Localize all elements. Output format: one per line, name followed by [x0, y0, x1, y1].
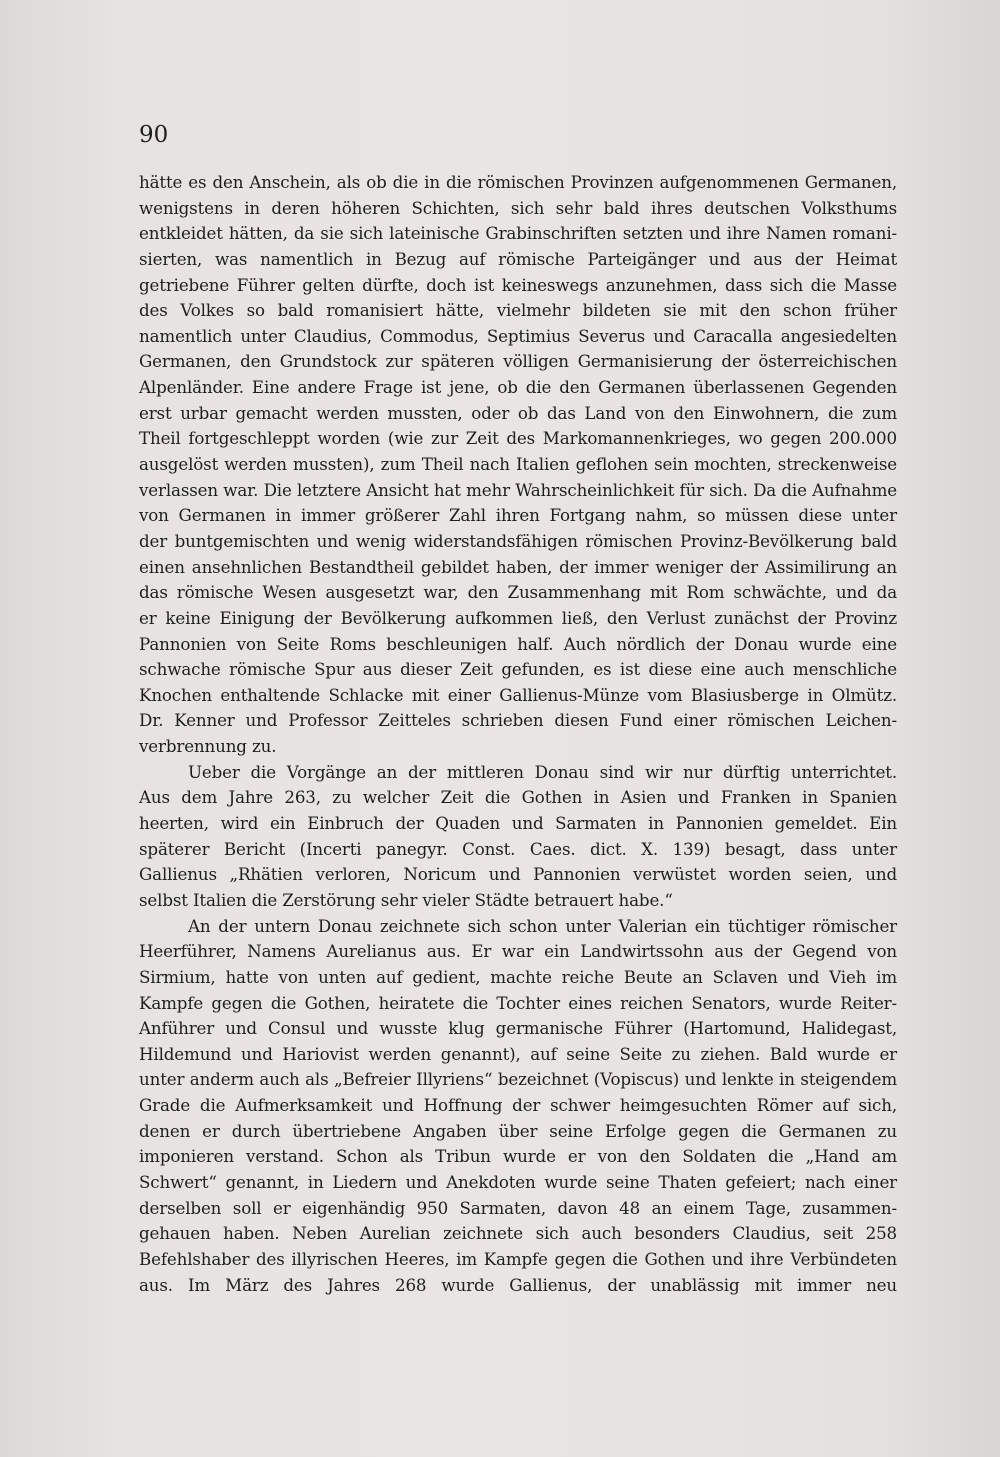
text-line: unter anderm auch als „Befreier Illyriens“ bezeichnet (Vopiscus) und lenkte in steigendem — [139, 1069, 897, 1090]
text-line: Sirmium, hatte von unten auf gedient, machte reiche Beute an Sclaven und Vieh im — [139, 966, 897, 987]
text-line: ausgelöst werden mussten), zum Theil nach Italien geflohen sein mochten, streckenweise — [139, 454, 897, 475]
page-number: 90 — [139, 122, 169, 148]
text-line: namentlich unter Claudius, Commodus, Septimius Severus und Caracalla angesiedelten — [139, 325, 897, 346]
text-line: Dr. Kenner und Professor Zeitteles schrieben diesen Fund einer römischen Leichen- — [139, 710, 897, 731]
text-line: Aus dem Jahre 263, zu welcher Zeit die Gothen in Asien und Franken in Spanien — [139, 787, 897, 808]
text-line: Befehlshaber des illyrischen Heeres, im Kampfe gegen die Gothen und ihre Verbündeten — [139, 1248, 897, 1269]
text-line: gehauen haben. Neben Aurelian zeichnete sich auch besonders Claudius, seit 258 — [139, 1223, 897, 1244]
text-line: Gallienus „Rhätien verloren, Noricum und Pannonien verwüstet worden seien, und — [139, 864, 897, 885]
text-line: aus. Im März des Jahres 268 wurde Gallienus, der unablässig mit immer neu — [139, 1274, 897, 1295]
text-line: der buntgemischten und wenig widerstandsfähigen römischen Provinz-Bevölkerung bald — [139, 530, 897, 551]
text-line: schwache römische Spur aus dieser Zeit gefunden, es ist diese eine auch menschliche — [139, 659, 897, 680]
text-line: Grade die Aufmerksamkeit und Hoffnung der schwer heimgesuchten Römer auf sich, — [139, 1095, 897, 1116]
text-line: Schwert“ genannt, in Liedern und Anekdoten wurde seine Thaten gefeiert; nach einer — [139, 1171, 897, 1192]
text-line: Theil fortgeschleppt worden (wie zur Zeit des Markomannenkrieges, wo gegen 200.000 — [139, 428, 897, 449]
text-line: selbst Italien die Zerstörung sehr vieler Städte betrauert habe.“ — [139, 889, 673, 910]
text-line: sierten, was namentlich in Bezug auf römische Parteigänger und aus der Heimat — [139, 248, 897, 269]
text-line: entkleidet hätten, da sie sich lateinische Grabinschriften setzten und ihre Namen romani- — [139, 223, 897, 244]
text-line: derselben soll er eigenhändig 950 Sarmaten, davon 48 an einem Tage, zusammen- — [139, 1197, 897, 1218]
text-line: Germanen, den Grundstock zur späteren völligen Germanisierung der österreichischen — [139, 351, 897, 372]
text-line: Kampfe gegen die Gothen, heiratete die Tochter eines reichen Senators, wurde Reiter- — [139, 992, 897, 1013]
text-line: hätte es den Anschein, als ob die in die römischen Provinzen aufgenommenen Germanen, — [139, 172, 897, 192]
text-line: das römische Wesen ausgesetzt war, den Zusammenhang mit Rom schwächte, und da — [139, 582, 897, 603]
text-line: heerten, wird ein Einbruch der Quaden und Sarmaten in Pannonien gemeldet. Ein — [139, 813, 897, 834]
text-line: einen ansehnlichen Bestandtheil gebildet haben, der immer weniger der Assimilirung an — [139, 556, 897, 577]
text-line: Pannonien von Seite Roms beschleunigen half. Auch nördlich der Donau wurde eine — [139, 633, 897, 654]
text-line: imponieren verstand. Schon als Tribun wurde er von den Soldaten die „Hand am — [139, 1146, 897, 1167]
text-line: Hildemund und Hariovist werden genannt), auf seine Seite zu ziehen. Bald wurde er — [139, 1043, 897, 1064]
text-line: verlassen war. Die letztere Ansicht hat mehr Wahrscheinlichkeit für sich. Da die Aufnahme — [139, 479, 897, 500]
body-text — [139, 170, 897, 1298]
text-line: Anführer und Consul und wusste klug germanische Führer (Hartomund, Halidegast, — [139, 1018, 897, 1039]
text-line: Ueber die Vorgänge an der mittleren Donau sind wir nur dürftig unterrichtet. — [188, 761, 897, 782]
text-line: getriebene Führer gelten dürfte, doch ist keineswegs anzunehmen, dass sich die Masse — [139, 274, 897, 295]
text-line: wenigstens in deren höheren Schichten, sich sehr bald ihres deutschen Volksthums — [139, 197, 897, 218]
text-line: von Germanen in immer größerer Zahl ihren Fortgang nahm, so müssen diese unter — [139, 505, 897, 526]
text-line: Knochen enthaltende Schlacke mit einer Gallienus-Münze vom Blasiusberge in Olmütz. — [139, 684, 897, 705]
text-line: späterer Bericht (Incerti panegyr. Const. Caes. dict. X. 139) besagt, dass unter — [139, 838, 897, 859]
text-line: denen er durch übertriebene Angaben über seine Erfolge gegen die Germanen zu — [139, 1120, 897, 1141]
text-line: Alpenländer. Eine andere Frage ist jene, ob die den Germanen überlassenen Gegenden — [139, 377, 897, 398]
text-line: erst urbar gemacht werden mussten, oder ob das Land von den Einwohnern, die zum — [139, 402, 897, 423]
text-line: An der untern Donau zeichnete sich schon unter Valerian ein tüchtiger römischer — [188, 915, 897, 936]
text-line: er keine Einigung der Bevölkerung aufkommen ließ, den Verlust zunächst der Provinz — [139, 607, 897, 628]
text-line: verbrennung zu. — [139, 736, 277, 757]
text-line: des Volkes so bald romanisiert hätte, vielmehr bildeten sie mit den schon früher — [139, 300, 897, 321]
text-line: Heerführer, Namens Aurelianus aus. Er war ein Landwirtssohn aus der Gegend von — [139, 941, 897, 962]
